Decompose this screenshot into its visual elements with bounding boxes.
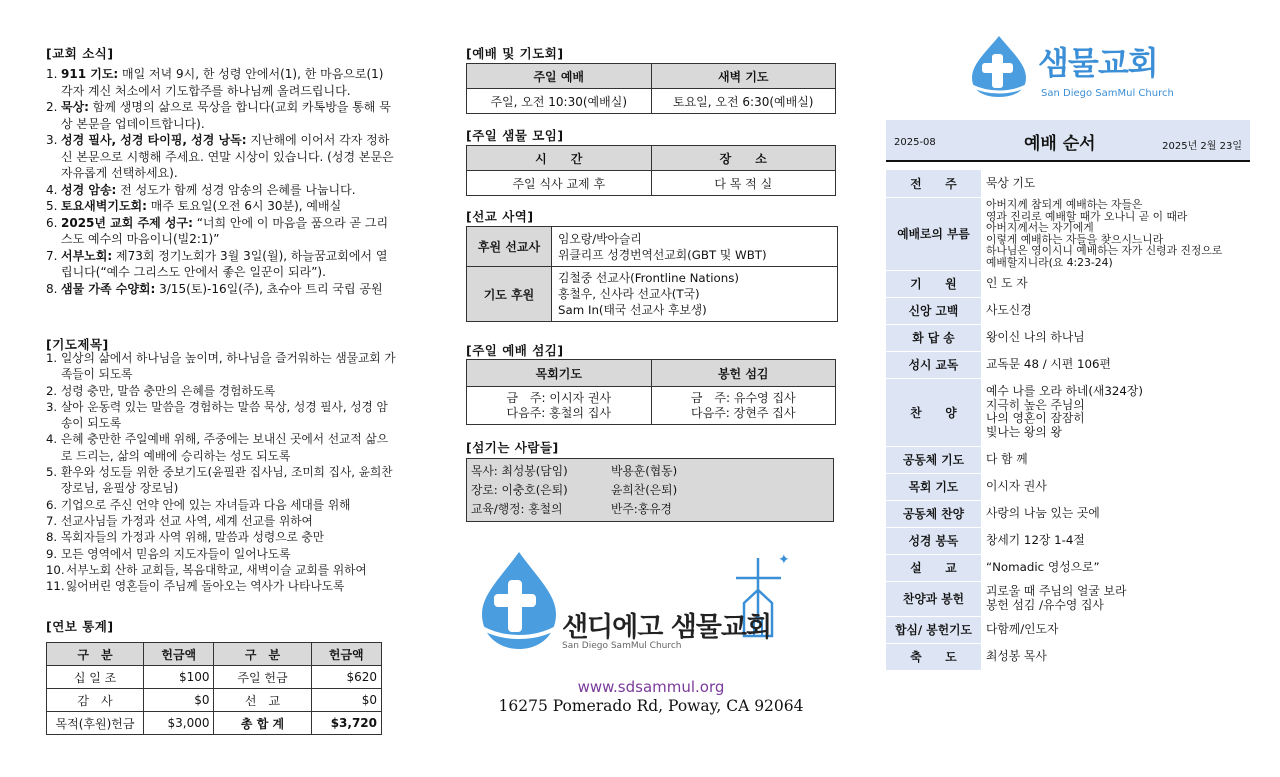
order-label: 목회 기도 [886,473,981,500]
order-label: 찬 양 [886,378,981,446]
finance-cell: 선 교 [214,689,311,712]
order-value [981,581,1250,616]
server-name: 장로: 이충호(은퇴) [471,483,568,497]
order-label: 축 도 [886,643,981,670]
mission-line: 김철중 선교사(Frontline Nations) [558,271,740,285]
news-item-heading: 서부노회: [61,248,113,263]
order-row [886,643,1250,670]
order-value [981,197,1250,270]
prayer-item-text: 기업으로 주신 언약 안에 있는 자녀들과 다음 세대를 위해 [61,497,351,512]
order-row [886,616,1250,643]
order-week: 2025-08 [894,137,936,148]
gathering-cell: 주일 식사 교제 후 [467,171,652,196]
service-header: 목회기도 [467,360,652,387]
service-header: 봉헌 섬김 [651,360,836,387]
logo-name-ko: 샌디에고 샘물교회 [562,612,772,643]
brand-logo-icon [968,34,1030,98]
finance-cell: $620 [311,666,381,689]
mission-label: 기도 후원 [467,267,552,322]
finance-cell: 십 일 조 [47,666,144,689]
prayer-item-text: 서부노회 산하 교회들, 복음대학교, 새벽이슬 교회를 위하여 [66,562,367,577]
worship-cell: 토요일, 오전 6:30(예배실) [651,89,836,114]
order-label: 찬양과 봉헌 [886,581,981,616]
news-item [46,182,396,199]
order-label: 예배로의 부름 [886,197,981,270]
website-link[interactable]: www.sdsammul.org [577,678,725,696]
prayer-item-text: 성령 충만, 말씀 충만의 은혜를 경험하도록 [61,383,276,398]
item-number: 1. [46,67,58,81]
order-row [886,197,1250,270]
finance-cell: $0 [144,689,214,712]
mission-table [466,226,838,322]
prayer-item [46,546,398,562]
order-value [981,554,1250,581]
mission-line: Sam In(태국 선교사 후보생) [558,303,707,317]
order-line: 하나님은 영이시니 예배하는 자가 신령과 진정으로 [986,244,1223,257]
order-value [981,446,1250,473]
finance-cell: $100 [144,666,214,689]
order-line: 다함께/인도자 [986,621,1059,636]
finance-header: 구 분 [214,643,311,666]
prayer-item [46,513,398,529]
finance-cell: $3,000 [144,712,214,735]
svg-text:✦: ✦ [778,552,790,568]
order-value [981,324,1250,351]
item-number: 6. [46,497,58,512]
server-name: 목사: 최성봉(담임) [471,464,568,478]
order-line: 묵상 기도 [986,175,1036,190]
prayer-item-text: 일상의 삶에서 하나님을 높이며, 하나님을 즐거워하는 샘물교회 가족들이 되도록 [61,351,396,382]
order-row [886,297,1250,324]
order-row [886,324,1250,351]
order-value [981,170,1250,197]
prayer-item-text: 목회자들의 가정과 사역 위해, 말씀과 성령으로 충만 [61,530,325,545]
order-value [981,643,1250,670]
prayer-item [46,399,398,432]
order-label: 설 교 [886,554,981,581]
prayer-item [46,497,398,513]
item-number: 4. [46,432,58,447]
item-number: 7. [46,513,58,528]
logo-name-en: San Diego SamMul Church [562,641,682,651]
order-label: 기 원 [886,270,981,297]
order-table [886,170,1250,671]
mission-line: 위클리프 성경번역선교회(GBT 및 WBT) [558,247,767,262]
church-logo-icon [474,548,564,653]
prayer-item [46,350,398,383]
item-number: 10. [46,562,65,577]
order-value [981,500,1250,527]
service-line: 다음주: 장현주 집사 [691,405,796,420]
news-item [46,66,396,99]
service-table [466,359,836,425]
finance-cell: $3,720 [311,712,381,735]
prayer-title: [기도제목] [46,337,109,352]
order-line: 이시자 권사 [986,478,1047,493]
gathering-header: 장 소 [651,146,836,171]
order-label: 전 주 [886,170,981,197]
address: 16275 Pomerado Rd, Poway, CA 92064 [498,697,804,715]
order-value [981,351,1250,378]
order-line: 다 함 께 [986,451,1028,466]
news-item-heading: 샘물 가족 수양회: [61,281,156,296]
service-line: 금 주: 유수영 집사 [690,390,796,405]
prayer-item-text: 환우와 성도들 위한 중보기도(윤필관 집사님, 조미희 집사, 윤희찬 장로님, 윤필상 장로님) [61,465,393,496]
item-number: 8. [46,530,58,545]
server-name: 교육/행정: 홍철의 [471,502,563,516]
finance-header: 헌금액 [311,643,381,666]
order-line: 나의 영혼이 잠잠히 [986,411,1085,425]
prayer-item-text: 은혜 충만한 주일예배 위해, 주중에는 보내신 곳에서 선교적 삶으로 드리는, 삶의 예배에 승리하는 성도 되도록 [61,432,388,463]
finance-cell: $0 [311,689,381,712]
servers-box [466,458,834,522]
order-row [886,270,1250,297]
order-line: 창세기 12장 1-4절 [986,532,1085,547]
order-line: 교독문 48 / 시편 106편 [986,356,1111,371]
order-row [886,378,1250,446]
prayer-list [46,350,398,594]
worship-cell: 주일, 오전 10:30(예배실) [467,89,652,114]
prayer-item [46,529,398,545]
order-line: 최성봉 목사 [986,648,1047,663]
news-item-heading: 성경 필사, 성경 타이핑, 성경 낭독: [61,133,247,147]
order-date: 2025년 2월 23일 [1162,141,1242,152]
news-item-heading: 묵상: [61,100,89,114]
order-value [981,616,1250,643]
gathering-header: 시 간 [467,146,652,171]
servers-row [471,481,829,500]
order-line: 예수 나를 오라 하네(새324장) [986,384,1143,398]
order-row [886,473,1250,500]
news-item-heading: 토요새벽기도회: [61,199,147,213]
news-item-text: 매일 저녁 9시, 한 성령 안에서(1), 한 마음으로(1) 각자 계신 처소에서 기도합주를 하나님께 올려드립니다. [61,67,384,98]
order-label: 공동체 기도 [886,446,981,473]
news-title: [교회 소식] [46,46,114,61]
finance-cell: 주일 헌금 [214,666,311,689]
mission-label: 후원 선교사 [467,227,552,267]
order-label: 합심/ 봉헌기도 [886,616,981,643]
news-item-text: 전 성도가 함께 성경 암송의 은혜를 나눕니다. [116,182,356,197]
servers-row [471,462,829,481]
order-line: 아버지께 참되게 예배하는 자들은 [986,198,1143,211]
prayer-item [46,431,398,464]
finance-table [46,642,382,735]
gathering-title: [주일 샘물 모임] [466,128,564,143]
finance-row [47,689,382,712]
order-title: 예배 순서 [1024,134,1096,154]
order-value [981,527,1250,554]
order-label: 성경 봉독 [886,527,981,554]
finance-title: [연보 통계] [46,619,114,634]
order-line: 이렇게 예배하는 자들을 찾으시느니라 [986,232,1164,246]
finance-row [47,666,382,689]
item-number: 7. [46,248,58,263]
finance-row [47,712,382,735]
prayer-item-text: 잃어버린 영혼들이 주님께 돌아오는 역사가 나타나도록 [66,579,345,594]
finance-header: 구 분 [47,643,144,666]
finance-header: 헌금액 [144,643,214,666]
order-value [981,378,1250,446]
prayer-item-text: 선교사님들 가정과 선교 사역, 세계 선교를 위하여 [61,513,313,528]
news-item [46,198,396,215]
order-row [886,351,1250,378]
news-item-text: 제73회 정기노회가 3월 3일(월), 하늘꿈교회에서 열립니다(“예수 그리스도 안에서 좋은 일꾼이 되라”). [61,248,388,279]
order-line: 왕이신 나의 하나님 [986,329,1085,344]
prayer-item [46,383,398,399]
mission-line: 임오랑/박아슬리 [558,231,642,246]
order-row [886,500,1250,527]
news-item [46,99,396,132]
order-line: 지극히 높은 주님의 [986,397,1085,412]
item-number: 11. [46,579,65,594]
order-header [886,120,1250,162]
prayer-item-text: 살아 운동력 있는 말씀을 경험하는 말씀 묵상, 성경 필사, 성경 암송이 되도록 [61,399,388,431]
order-row [886,170,1250,197]
news-item-text: 매주 토요일(오전 6시 30분), 예배실 [146,199,342,213]
server-name: 박용훈(협동) [611,464,678,478]
gathering-cell: 다 목 적 실 [651,171,836,196]
news-item-text: “너희 안에 이 마음을 품으라 곧 그리스도 예수의 마음이니(빌2:1)” [61,215,389,246]
news-item-heading: 성경 암송: [61,182,117,197]
order-line: 빛나는 왕의 왕 [986,424,1062,439]
order-line: 예배할지니라(요 4:23-24) [986,255,1113,269]
brand-name-ko: 샘물교회 [1038,44,1158,82]
prayer-item [46,464,398,497]
order-value [981,297,1250,324]
order-line: “Nomadic 영성으로” [986,559,1100,574]
news-item-text: 함께 생명의 삶으로 묵상을 합니다(교회 카톡방을 통해 묵상 본문을 업데이트합니다). [61,100,391,131]
servers-title: [섬기는 사람들] [466,440,559,455]
service-line: 금 주: 이시자 권사 [506,390,612,405]
news-item-heading: 911 기도: [61,67,119,81]
item-number: 4. [46,182,58,197]
order-label: 공동체 찬양 [886,500,981,527]
order-row [886,581,1250,616]
order-line: 아버지께서는 자기에게 [986,221,1094,234]
order-label: 화 답 송 [886,324,981,351]
order-row [886,527,1250,554]
item-number: 1. [46,351,58,365]
item-number: 3. [46,133,58,147]
prayer-item-text: 모든 영역에서 믿음의 지도자들이 일어나도록 [61,546,291,561]
worship-header: 주일 예배 [467,64,652,89]
item-number: 5. [46,465,58,480]
mission-title: [선교 사역] [466,209,534,224]
order-row [886,446,1250,473]
news-item [46,248,396,281]
news-item-heading: 2025년 교회 주제 성구: [61,215,193,230]
finance-cell: 총 합 계 [214,712,311,735]
order-value [981,270,1250,297]
worship-header: 새벽 기도 [651,64,836,89]
worship-title: [예배 및 기도회] [466,46,564,61]
news-item-text: 3/15(토)-16일(주), 쵸슈아 트리 국립 공원 [155,281,383,296]
news-item [46,215,396,248]
order-line: 괴로울 때 주님의 얼굴 보라 [986,584,1127,598]
service-title: [주일 예배 섬김] [466,343,564,358]
servers-row [471,500,829,519]
order-label: 성시 교독 [886,351,981,378]
item-number: 2. [46,100,58,114]
item-number: 3. [46,399,58,414]
item-number: 6. [46,215,58,230]
news-item-text: 지난해에 이어서 각자 정하신 본문으로 시행해 주세요. 연말 시상이 있습니다. (성경 본문은 자유롭게 선택하세요). [61,133,394,180]
finance-cell: 목적(후원)헌금 [47,712,144,735]
order-row [886,554,1250,581]
brand-name-en: San Diego SamMul Church [1041,88,1174,99]
order-value [981,473,1250,500]
item-number: 8. [46,281,58,296]
order-label: 신앙 고백 [886,297,981,324]
gathering-table [466,145,836,196]
order-line: 사도신경 [986,302,1032,317]
item-number: 5. [46,199,58,213]
prayer-item [46,562,398,578]
worship-table [466,63,836,114]
news-item [46,132,396,182]
order-line: 봉헌 섬김 /유수영 집사 [986,597,1104,612]
finance-cell: 감 사 [47,689,144,712]
mission-line: 홍철우, 신사라 선교사(T국) [558,287,700,301]
news-list [46,66,396,297]
server-name: 반주:홍유경 [611,502,672,516]
item-number: 9. [46,546,58,561]
order-line: 영과 진리로 예배할 때가 오나니 곧 이 때라 [986,209,1188,223]
news-item [46,281,396,298]
order-line: 인 도 자 [986,275,1028,290]
order-line: 사랑의 나눔 있는 곳에 [986,505,1100,520]
item-number: 2. [46,383,58,398]
service-line: 다음주: 홍철의 집사 [506,405,611,420]
prayer-item [46,578,398,594]
server-name: 윤희찬(은퇴) [611,483,678,497]
